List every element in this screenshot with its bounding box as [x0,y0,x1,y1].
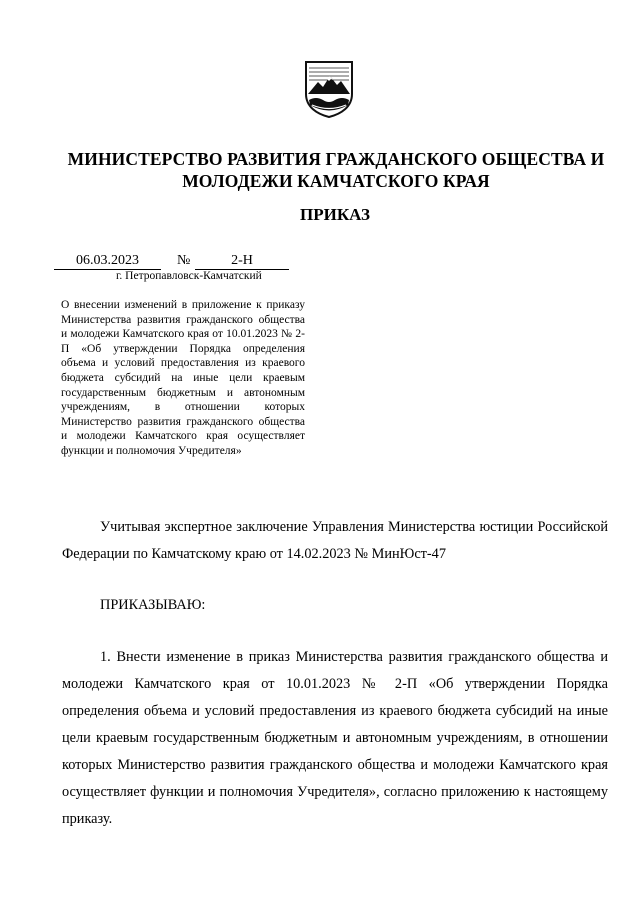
preamble-paragraph: Учитывая экспертное заключение Управления Министерства юстиции Российской Федерации по Камчатскому краю от 14.02.2023 № МинЮст-47 [62,519,608,562]
order-subject: О внесении изменений в приложение к приказу Министерства развития гражданского общества и молодежи Камчатского края от 10.01.2023 № 2-П «Об утверждении Порядка определения объема и условий предоставления из краевого бюджета субсидий на иные цели краевым государственным бюджетным и автономным учреждениям, в отношении которых Министерство развития гражданского общества и молодежи Камчатского края осуществляет функции и полномочия Учредителя» [61,299,305,457]
orders-word: ПРИКАЗЫВАЮ: [100,597,206,613]
ministry-name: МИНИСТЕРСТВО РАЗВИТИЯ ГРАЖДАНСКОГО ОБЩЕСТВА И МОЛОДЕЖИ КАМЧАТСКОГО КРАЯ [67,149,605,191]
order-number: 2-Н [195,253,289,270]
number-sign: № [177,253,191,268]
coat-of-arms-icon [304,60,354,118]
city-label: г. Петропавловск-Камчатский [116,270,262,282]
order-date: 06.03.2023 [54,253,161,270]
document-type-title: ПРИКАЗ [300,205,370,224]
order-item-1: 1. Внести изменение в приказ Министерства развития гражданского общества и молодежи Камчатского края от 10.01.2023 № 2-П «Об утверждении Порядка определения объема и условий предоставления из краевого бюджета субсидий на иные цели краевым государственным бюджетным и автономным учреждениям, в отношении которых Министерство развития гражданского общества и молодежи Камчатского края осуществляет функции и полномочия Учредителя», согласно приложению к настоящему приказу. [62,649,608,827]
